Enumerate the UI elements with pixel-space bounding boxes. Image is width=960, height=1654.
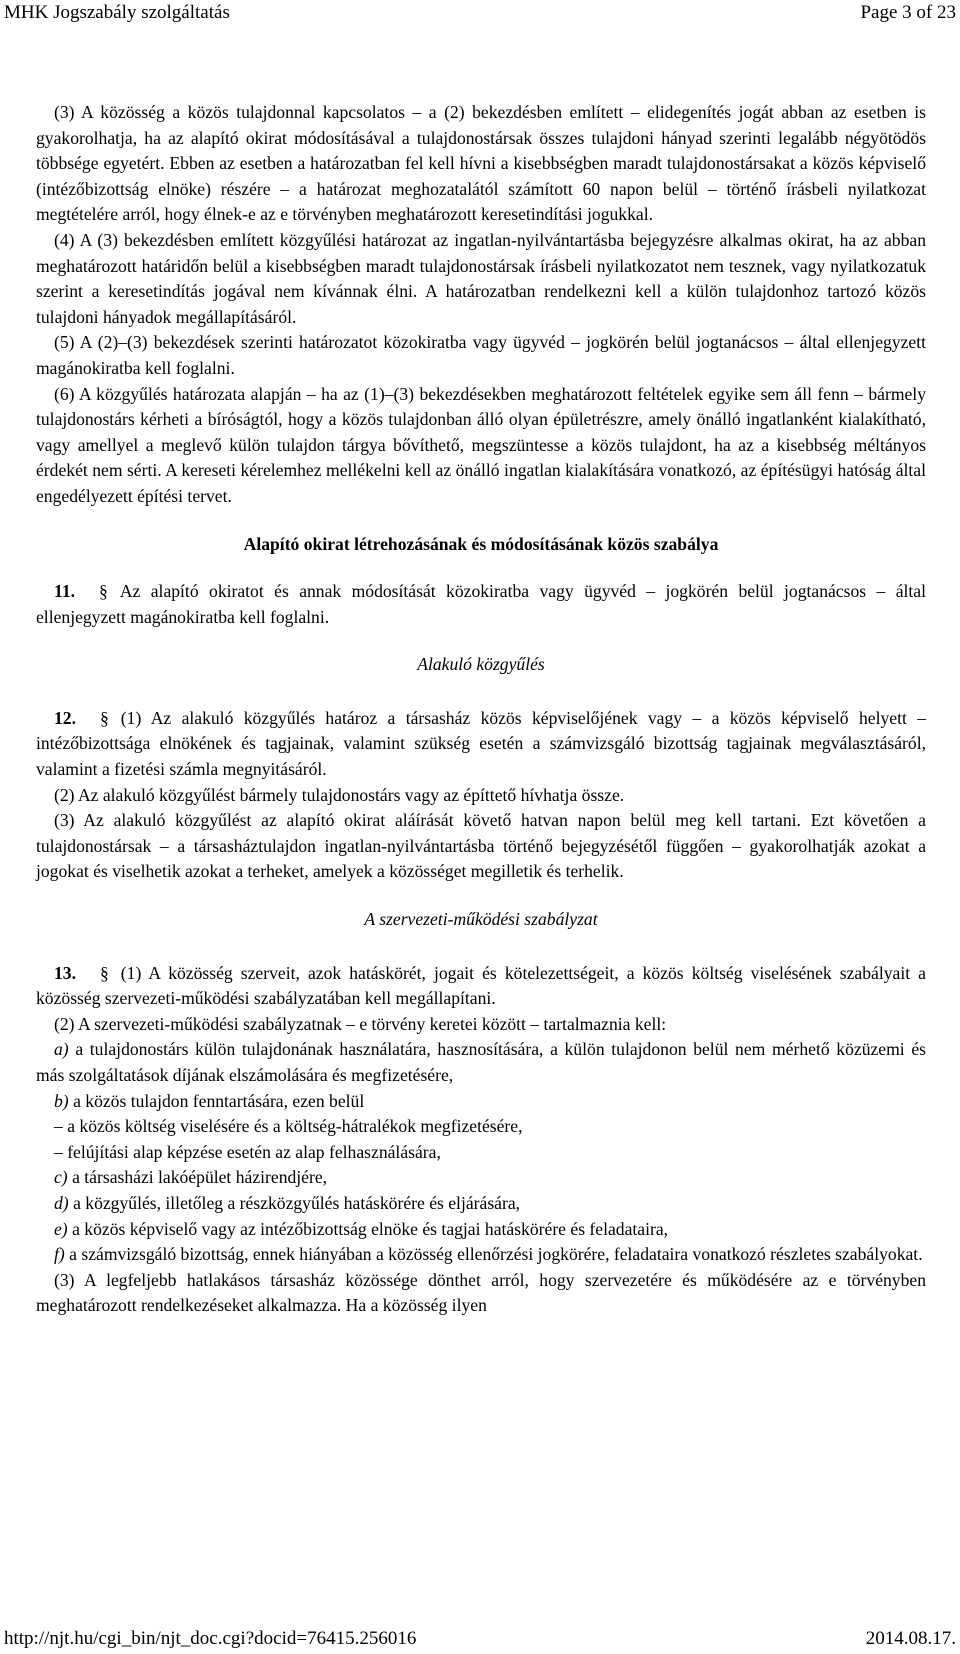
list-letter: d) (54, 1192, 69, 1213)
list-subitem: – a közös költség viselésére és a költség-hátralékok megfizetésére, (54, 1116, 523, 1137)
footer-date: 2014.08.17. (865, 1628, 956, 1649)
list-item-a (36, 1037, 926, 1088)
list-text: a számvizsgáló bizottság, ennek hiányában a közösség ellenőrzési jogkörére, feladataira vonatkozó részletes szabályokat. (69, 1244, 923, 1265)
list-text: a közös képviselő vagy az intézőbizottság elnöke és tagjai hatáskörére és feladataira, (72, 1218, 669, 1239)
header-page-number: Page 3 of 23 (860, 2, 956, 23)
paragraph-10-4: (4) A (3) bekezdésben említett közgyűlési határozat az ingatlan-nyilvántartásba bejegyzésre alkalmas okirat, ha az abban meghatározott határidőn belül a kisebbségben maradt tulajdonostársak írásbeli nyilatkozatot nem tesznek, vagy nyilatkozatuk szerint a keresetindítás jogával nem kívánnak élni. A határozatban rendelkezni kell a külön tulajdonhoz tartozó közös tulajdoni hányadok megállapításáról. (36, 229, 926, 327)
section-number: 12. (54, 707, 76, 728)
paragraph-10-6: (6) A közgyűlés határozata alapján – ha az (1)–(3) bekezdésekben meghatározott feltételek egyike sem áll fenn – bármely tulajdonostárs kérheti a bíróságtól, hogy a közös tulajdonban álló olyan épületrészre, amely önálló ingatlanként kialakítható, vagy amellyel a meglevő külön tulajdon tárgya bővíthető, megszüntesse a közös tulajdont, ha az a kisebbség méltányos érdekét nem sérti. A kereseti kérelemhez mellékelni kell az önálló ingatlan kialakítására vonatkozó, az építésügyi hatóság által engedélyezett építési tervet. (36, 383, 926, 506)
list-letter: f) (54, 1244, 65, 1265)
list-text: a közgyűlés, illetőleg a részközgyűlés hatáskörére és eljárására, (73, 1192, 521, 1213)
paragraph-10-5: (5) A (2)–(3) bekezdések szerinti határozatot közokiratba vagy ügyvéd – jogkörén belül jogtanácsos – által ellenjegyzett magánokiratba kell foglalni. (36, 332, 926, 378)
subsection-heading: Alakuló közgyűlés (417, 654, 545, 675)
list-letter: a) (54, 1039, 69, 1060)
paragraph-12-3: (3) Az alakuló közgyűlést az alapító okirat aláírását követő hatvan napon belül meg kell tartani. Ezt követően a tulajdonostársak – a társasháztulajdon ingatlan-nyilvántartásba történő bejegyzésétől függően – gyakorolhatják azokat a jogokat és viselhetik azokat a terheket, amelyek a közösséget megilletik és terhelik. (36, 810, 926, 882)
section-11-text: Az alapító okiratot és annak módosítását közokiratba vagy ügyvéd – jogkörén belül jogtanácsos – által ellenjegyzett magánokiratba kell foglalni. (36, 581, 926, 627)
list-letter: c) (54, 1167, 68, 1188)
section-number: 13. (54, 962, 76, 983)
list-subitem: – felújítási alap képzése esetén az alap felhasználására, (54, 1141, 441, 1162)
footer-url: http://njt.hu/cgi_bin/njt_doc.cgi?docid=76415.256016 (4, 1628, 417, 1649)
section-sign: § (99, 581, 108, 602)
section-13 (36, 961, 926, 1012)
section-number: 11. (54, 581, 76, 602)
list-item-d (36, 1191, 926, 1217)
section-12 (36, 706, 926, 783)
header-source: MHK Jogszabály szolgáltatás (4, 2, 230, 23)
list-text: a közös tulajdon fenntartására, ezen belül (73, 1090, 365, 1111)
document-body (36, 100, 926, 1319)
list-item-e (36, 1217, 926, 1243)
subsection-heading: A szervezeti-működési szabályzat (364, 909, 598, 930)
paragraph-12-2: (2) Az alakuló közgyűlést bármely tulajdonostárs vagy az építtető hívhatja össze. (54, 784, 625, 805)
section-13-text: (1) A közösség szerveit, azok hatáskörét, jogait és kötelezettségeit, a közös költség viselésének szabályait a közösség szervezeti-működési szabályzatában kell megállapítani. (36, 962, 926, 1009)
section-sign: § (100, 962, 109, 983)
paragraph-13-3: (3) A legfeljebb hatlakásos társasház közössége dönthet arról, hogy szervezetére és működésére az e törvényben meghatározott rendelkezéseket alkalmazza. Ha a közösség ilyen (36, 1269, 926, 1316)
page-header (4, 0, 956, 26)
list-text: a társasházi lakóépület házirendjére, (72, 1167, 328, 1188)
list-letter: e) (54, 1218, 68, 1239)
list-item-b (36, 1089, 926, 1115)
section-heading: Alapító okirat létrehozásának és módosításának közös szabálya (243, 533, 719, 554)
list-letter: b) (54, 1090, 69, 1111)
paragraph-10-3: (3) A közösség a közös tulajdonnal kapcsolatos – a (2) bekezdésben említett – elidegenítés jogát abban az esetben is gyakorolhatja, ha az alapító okirat módosításával a tulajdonostársak összes tulajdoni hányad szerinti legalább négyötödös többsége egyetért. Ebben az esetben a határozatban fel kell hívni a kisebbségben maradt tulajdonostársakat a közös képviselő (intézőbizottság elnöke) részére – a határozat meghozatalától számított 60 napon belül – történő írásbeli nyilatkozat megtételére arról, hogy élnek-e az e törvényben meghatározott keresetindítási jogukkal. (36, 102, 926, 225)
section-12-text: (1) Az alakuló közgyűlés határoz a társasház közös képviselőjének vagy – a közös képviselő helyett – intézőbizottsága elnökének és tagjainak, valamint szükség esetén a számvizsgáló bizottság tagjainak megválasztásáról, valamint a fizetési számla megnyitásáról. (36, 707, 926, 780)
list-item-f (36, 1242, 926, 1268)
paragraph-13-2: (2) A szervezeti-működési szabályzatnak – e törvény keretei között – tartalmaznia kell: (54, 1013, 667, 1034)
section-sign: § (100, 707, 109, 728)
page-footer (4, 1626, 956, 1652)
section-11 (36, 579, 926, 630)
list-item-c (36, 1165, 926, 1191)
list-text: a tulajdonostárs külön tulajdonának használatára, hasznosítására, a külön tulajdonon belül nem mérhető közüzemi és más szolgáltatások díjának elszámolására és megfizetésére, (36, 1039, 927, 1085)
